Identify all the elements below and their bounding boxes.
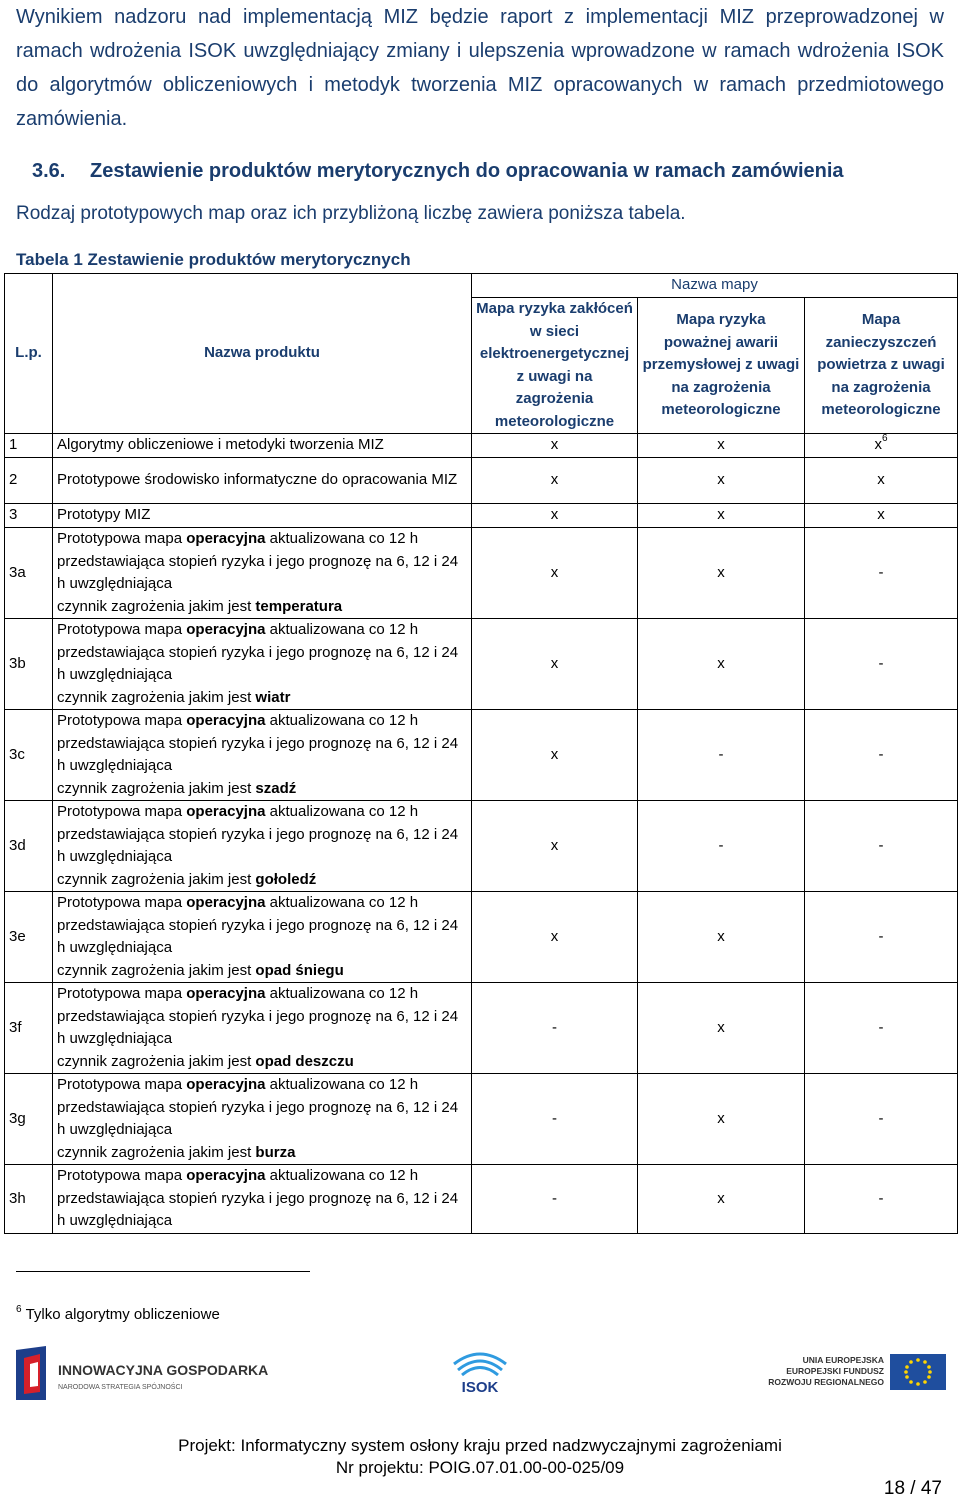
row-mark: x bbox=[472, 434, 638, 458]
desc-prefix: Prototypowa mapa bbox=[57, 985, 187, 1002]
project-title: Projekt: Informatyczny system osłony kraju przed nadzwyczajnymi zagrożeniami bbox=[178, 1436, 782, 1455]
row-mark: - bbox=[638, 710, 805, 801]
table-row bbox=[5, 458, 958, 504]
header-map-col2: Mapa ryzyka poważnej awarii przemysłowej z uwagi na zagrożenia meteorologiczne bbox=[638, 298, 805, 434]
eu-logo-line1: UNIA EUROPEJSKA bbox=[802, 1355, 884, 1365]
isok-logo-text: ISOK bbox=[461, 1379, 499, 1396]
isok-logo bbox=[448, 1348, 512, 1394]
desc-factor-prefix: czynnik zagrożenia jakim jest bbox=[57, 1052, 256, 1070]
desc-factor: gołoledź bbox=[255, 870, 317, 888]
row-mark: - bbox=[805, 1074, 958, 1165]
row-product-description bbox=[53, 801, 472, 892]
row-mark: x bbox=[472, 710, 638, 801]
footnote-text: Tylko algorytmy obliczeniowe bbox=[25, 1306, 220, 1323]
row-mark: x bbox=[638, 434, 805, 458]
table-row bbox=[5, 1165, 958, 1234]
desc-body: aktualizowana co 12 h przedstawiająca stopień ryzyka i jego prognozę na 6, 12 i 24 h uwzględniająca bbox=[57, 1076, 459, 1138]
desc-body: aktualizowana co 12 h przedstawiająca stopień ryzyka i jego prognozę na 6, 12 i 24 h uwzględniająca bbox=[57, 621, 459, 683]
row-mark: x bbox=[638, 619, 805, 710]
logo-bar bbox=[0, 1340, 960, 1400]
row-mark: - bbox=[472, 983, 638, 1074]
header-product-name: Nazwa produktu bbox=[53, 274, 472, 434]
row-mark: x bbox=[638, 892, 805, 983]
row-product-description bbox=[53, 892, 472, 983]
table-row bbox=[5, 801, 958, 892]
footnote bbox=[16, 1306, 220, 1323]
desc-prefix: Prototypowa mapa bbox=[57, 1167, 187, 1184]
row-lp: 3e bbox=[5, 892, 53, 983]
desc-factor: szadź bbox=[255, 779, 297, 797]
desc-factor-prefix: czynnik zagrożenia jakim jest bbox=[57, 870, 256, 888]
desc-factor: burza bbox=[255, 1143, 296, 1161]
desc-keyword: operacyjna bbox=[186, 985, 266, 1002]
desc-body: aktualizowana co 12 h przedstawiająca stopień ryzyka i jego prognozę na 6, 12 i 24 h uwzględniająca bbox=[57, 894, 459, 956]
header-map-name: Nazwa mapy bbox=[472, 274, 958, 298]
page-number: 18 / 47 bbox=[883, 1478, 942, 1499]
row-mark: - bbox=[805, 892, 958, 983]
footnote-separator bbox=[16, 1271, 310, 1272]
row-mark: x bbox=[638, 528, 805, 619]
row-mark: x bbox=[472, 458, 638, 504]
row-mark: x bbox=[638, 1074, 805, 1165]
desc-factor: wiatr bbox=[255, 688, 291, 706]
row-lp: 3g bbox=[5, 1074, 53, 1165]
desc-factor-prefix: czynnik zagrożenia jakim jest bbox=[57, 779, 256, 797]
desc-prefix: Prototypowa mapa bbox=[57, 530, 187, 547]
row-mark: x bbox=[472, 892, 638, 983]
desc-prefix: Prototypowa mapa bbox=[57, 621, 187, 638]
row-lp: 3a bbox=[5, 528, 53, 619]
row-product-description bbox=[53, 1165, 472, 1234]
row-product-description bbox=[53, 619, 472, 710]
ig-logo-line2: NARODOWA STRATEGIA SPÓJNOŚCI bbox=[58, 1384, 183, 1391]
table-caption: Tabela 1 Zestawienie produktów merytorycznych bbox=[16, 250, 411, 269]
row-mark bbox=[805, 434, 958, 458]
desc-keyword: operacyjna bbox=[186, 530, 266, 547]
row-mark: - bbox=[472, 1074, 638, 1165]
section-heading bbox=[32, 160, 844, 183]
row-lp: 3 bbox=[5, 504, 53, 528]
ig-logo-line1: INNOWACYJNA GOSPODARKA bbox=[58, 1362, 269, 1378]
table-row bbox=[5, 710, 958, 801]
header-map-col3: Mapa zanieczyszczeń powietrza z uwagi na zagrożenia meteorologiczne bbox=[805, 298, 958, 434]
products-table bbox=[4, 273, 958, 1234]
row-mark: x bbox=[472, 801, 638, 892]
desc-body: aktualizowana co 12 h przedstawiająca stopień ryzyka i jego prognozę na 6, 12 i 24 h uwzględniająca bbox=[57, 985, 459, 1047]
row-mark: - bbox=[805, 1165, 958, 1234]
desc-factor-prefix: czynnik zagrożenia jakim jest bbox=[57, 1143, 256, 1161]
table-row bbox=[5, 983, 958, 1074]
row-mark bbox=[805, 458, 958, 504]
row-product-name: Prototypy MIZ bbox=[53, 504, 472, 528]
row-lp: 3c bbox=[5, 710, 53, 801]
desc-prefix: Prototypowa mapa bbox=[57, 894, 187, 911]
innowacyjna-gospodarka-logo bbox=[16, 1346, 269, 1400]
row-lp: 3h bbox=[5, 1165, 53, 1234]
header-map-col1: Mapa ryzyka zakłóceń w sieci elektroenergetycznej z uwagi na zagrożenia meteorologiczne bbox=[472, 298, 638, 434]
intro-paragraph: Wynikiem nadzoru nad implementacją MIZ będzie raport z implementacji MIZ przeprowadzonej w ramach wdrożenia ISOK uwzględniający zmiany i ulepszenia wprowadzone w ramach wdrożenia ISOK do algorytmów obliczeniowych i metodyk tworzenia MIZ opracowanych w ramach przedmiotowego zamówienia. bbox=[16, 6, 944, 130]
desc-keyword: operacyjna bbox=[186, 712, 266, 729]
row-lp: 3b bbox=[5, 619, 53, 710]
desc-factor: temperatura bbox=[255, 597, 343, 615]
desc-factor: opad deszczu bbox=[255, 1052, 354, 1070]
desc-body: aktualizowana co 12 h przedstawiająca stopień ryzyka i jego prognozę na 6, 12 i 24 h uwzględniająca bbox=[57, 803, 459, 865]
desc-prefix: Prototypowa mapa bbox=[57, 803, 187, 820]
section-title: Zestawienie produktów merytorycznych do opracowania w ramach zamówienia bbox=[90, 160, 844, 182]
desc-prefix: Prototypowa mapa bbox=[57, 712, 187, 729]
desc-keyword: operacyjna bbox=[186, 894, 266, 911]
row-product-description bbox=[53, 528, 472, 619]
header-lp: L.p. bbox=[5, 274, 53, 434]
row-mark: x bbox=[638, 1165, 805, 1234]
desc-keyword: operacyjna bbox=[186, 1167, 266, 1184]
desc-factor-prefix: czynnik zagrożenia jakim jest bbox=[57, 597, 256, 615]
table-row bbox=[5, 892, 958, 983]
row-lp: 3f bbox=[5, 983, 53, 1074]
row-mark: - bbox=[805, 801, 958, 892]
row-product-name: Prototypowe środowisko informatyczne do opracowania MIZ bbox=[53, 458, 472, 504]
eu-logo-line3: ROZWOJU REGIONALNEGO bbox=[768, 1377, 884, 1387]
row-mark: x bbox=[638, 504, 805, 528]
row-product-description bbox=[53, 710, 472, 801]
row-mark-value: x bbox=[877, 471, 885, 489]
desc-keyword: operacyjna bbox=[186, 803, 266, 820]
row-mark: - bbox=[805, 528, 958, 619]
row-mark-value: x bbox=[874, 436, 882, 454]
table-row bbox=[5, 619, 958, 710]
row-product-name: Algorytmy obliczeniowe i metodyki tworzenia MIZ bbox=[53, 434, 472, 458]
project-number: Nr projektu: POIG.07.01.00-00-025/09 bbox=[335, 1458, 625, 1477]
section-intro: Rodzaj prototypowych map oraz ich przybliżoną liczbę zawiera poniższa tabela. bbox=[16, 203, 686, 224]
section-number: 3.6. bbox=[32, 160, 66, 182]
desc-factor-prefix: czynnik zagrożenia jakim jest bbox=[57, 688, 256, 706]
desc-body: aktualizowana co 12 h przedstawiająca stopień ryzyka i jego prognozę na 6, 12 i 24 h uwzględniająca bbox=[57, 1167, 459, 1229]
desc-body: aktualizowana co 12 h przedstawiająca stopień ryzyka i jego prognozę na 6, 12 i 24 h uwzględniająca bbox=[57, 712, 459, 774]
row-mark: x bbox=[638, 458, 805, 504]
row-mark: x bbox=[472, 619, 638, 710]
table-row bbox=[5, 1074, 958, 1165]
row-product-description bbox=[53, 1074, 472, 1165]
footnote-ref: 6 bbox=[881, 433, 888, 445]
footnote-mark: 6 bbox=[16, 1304, 22, 1315]
row-lp: 1 bbox=[5, 434, 53, 458]
row-mark: - bbox=[472, 1165, 638, 1234]
row-mark-value: x bbox=[877, 506, 885, 524]
row-product-description bbox=[53, 983, 472, 1074]
table-row bbox=[5, 504, 958, 528]
row-lp: 3d bbox=[5, 801, 53, 892]
desc-keyword: operacyjna bbox=[186, 1076, 266, 1093]
row-mark bbox=[805, 504, 958, 528]
row-mark: - bbox=[805, 619, 958, 710]
row-mark: - bbox=[805, 983, 958, 1074]
table-row bbox=[5, 434, 958, 458]
table-row bbox=[5, 528, 958, 619]
row-mark: - bbox=[638, 801, 805, 892]
row-mark: x bbox=[472, 528, 638, 619]
desc-prefix: Prototypowa mapa bbox=[57, 1076, 187, 1093]
desc-keyword: operacyjna bbox=[186, 621, 266, 638]
row-mark: - bbox=[805, 710, 958, 801]
desc-body: aktualizowana co 12 h przedstawiająca stopień ryzyka i jego prognozę na 6, 12 i 24 h uwzględniająca bbox=[57, 530, 459, 592]
row-mark: x bbox=[472, 504, 638, 528]
desc-factor-prefix: czynnik zagrożenia jakim jest bbox=[57, 961, 256, 979]
row-lp: 2 bbox=[5, 458, 53, 504]
row-mark: x bbox=[638, 983, 805, 1074]
eu-logo bbox=[768, 1352, 948, 1392]
eu-logo-line2: EUROPEJSKI FUNDUSZ bbox=[786, 1366, 884, 1376]
desc-factor: opad śniegu bbox=[255, 961, 344, 979]
